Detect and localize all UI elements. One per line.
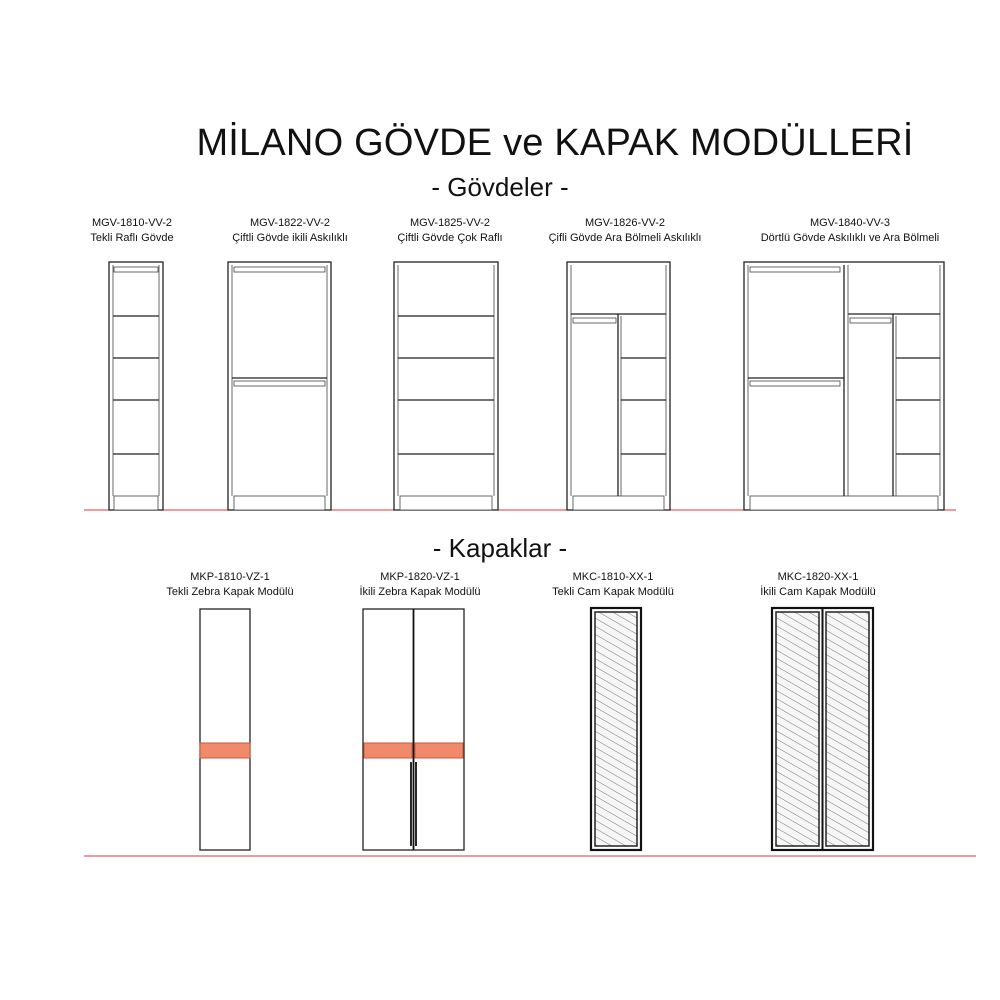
body-code: MGV-1810-VV-2 xyxy=(91,217,173,229)
body-name: Çifli Gövde Ara Bölmeli Askılıklı xyxy=(548,232,702,244)
body-1-drawing xyxy=(109,262,163,510)
body-code: MGV-1822-VV-2 xyxy=(249,217,331,229)
body-name: Tekli Raflı Gövde xyxy=(90,232,174,244)
door-1-drawing xyxy=(200,609,250,850)
door-code: MKC-1810-XX-1 xyxy=(572,571,654,583)
door-code: MKP-1810-VZ-1 xyxy=(190,571,270,583)
body-name: Dörtlü Gövde Askılıklı ve Ara Bölmeli xyxy=(760,232,940,244)
body-code: MGV-1825-VV-2 xyxy=(409,217,491,229)
body-code: MGV-1826-VV-2 xyxy=(584,217,666,229)
door-code: MKP-1820-VZ-1 xyxy=(380,571,460,583)
body-3-drawing xyxy=(394,262,498,510)
body-name: Çiftli Gövde ikili Askılıklı xyxy=(232,232,348,244)
section-title-doors: - Kapaklar - xyxy=(432,533,568,563)
body-2-drawing xyxy=(228,262,331,510)
door-code: MKC-1820-XX-1 xyxy=(777,571,859,583)
door-name: İkili Cam Kapak Modülü xyxy=(760,586,876,598)
door-2-drawing xyxy=(363,609,464,850)
body-4-drawing xyxy=(567,262,670,510)
body-name: Çiftli Gövde Çok Raflı xyxy=(397,232,503,244)
door-4-drawing xyxy=(772,608,873,850)
section-title-bodies: - Gövdeler - xyxy=(431,172,569,202)
door-name: Tekli Cam Kapak Modülü xyxy=(552,586,674,598)
door-3-drawing xyxy=(591,608,641,850)
door-name: İkili Zebra Kapak Modülü xyxy=(359,586,481,598)
body-code: MGV-1840-VV-3 xyxy=(809,217,891,229)
door-name: Tekli Zebra Kapak Modülü xyxy=(166,586,294,598)
body-5-drawing xyxy=(744,262,944,510)
page-title: MİLANO GÖVDE ve KAPAK MODÜLLERİ xyxy=(196,122,914,164)
